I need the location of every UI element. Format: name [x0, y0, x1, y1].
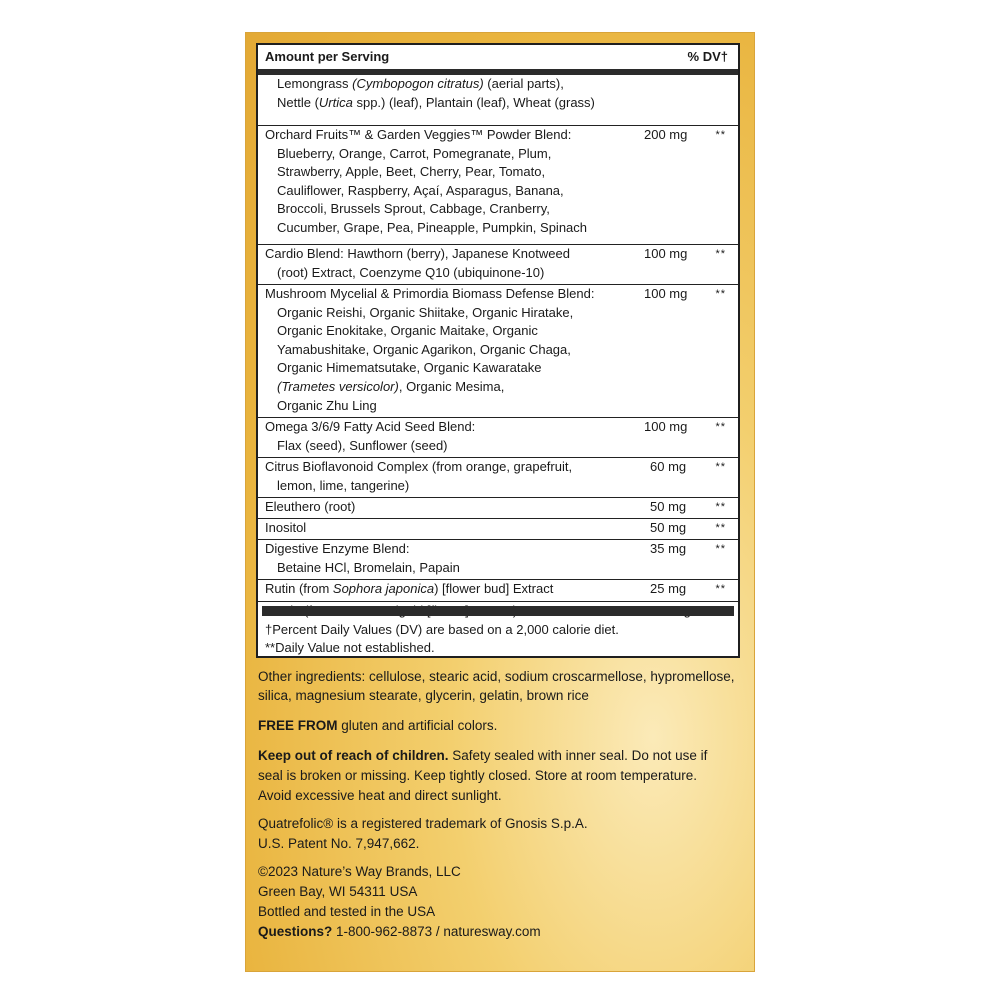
ingredient-row: [258, 285, 738, 418]
row-text: Lemongrass: [277, 76, 353, 91]
free-from-statement: [258, 716, 497, 736]
patent-text: U.S. Patent No. 7,947,662.: [258, 836, 420, 851]
ingredient-detail: Strawberry, Apple, Beet, Cherry, Pear, Tomato,: [277, 164, 546, 180]
ingredient-name: Omega 3/6/9 Fatty Acid Seed Blend:: [265, 419, 476, 434]
ingredient-row: [258, 126, 738, 245]
ingredient-row: [258, 245, 738, 285]
warning-label: Keep out of reach of children.: [258, 748, 449, 763]
ingredient-row: [258, 519, 738, 540]
ingredient-dv: **: [715, 501, 726, 513]
trademark-notice: [258, 814, 588, 854]
ingredient-amount: 35 mg: [650, 541, 687, 556]
row-text-italic: (Cymbopogon citratus): [352, 76, 484, 91]
ingredient-name: Orchard Fruits™ & Garden Veggies™ Powder Blend:: [265, 127, 572, 142]
ingredient-amount: 100 mg: [644, 286, 688, 301]
ingredient-dv: **: [715, 543, 726, 555]
ingredient-amount: 50 mg: [650, 499, 687, 514]
ingredient-detail-italic: (Trametes versicolor): [277, 378, 399, 394]
ingredient-detail: Betaine HCl, Bromelain, Papain: [277, 559, 460, 575]
ingredient-detail: Cauliflower, Raspberry, Açaí, Asparagus, Banana,: [277, 182, 564, 198]
address-text: Green Bay, WI 54311 USA: [258, 884, 418, 899]
ingredient-name: Inositol: [265, 520, 307, 535]
warning-text: seal is broken or missing. Keep tightly closed. Store at room temperature.: [258, 768, 697, 783]
ingredient-amount: 50 mg: [650, 520, 687, 535]
ingredient-name: Rutin (from: [265, 581, 333, 596]
amount-per-serving-heading: Amount per Serving: [265, 49, 390, 64]
ingredient-dv: **: [715, 421, 726, 433]
free-from-label: FREE FROM: [258, 718, 338, 733]
dv-heading: % DV†: [687, 49, 728, 64]
ingredient-detail: (root) Extract, Coenzyme Q10 (ubiquinone-10): [277, 264, 545, 280]
trademark-text: Quatrefolic® is a registered trademark of Gnosis S.p.A.: [258, 816, 588, 831]
ingredient-row: [258, 458, 738, 498]
ingredient-dv: **: [715, 288, 726, 300]
ingredient-name: Mushroom Mycelial & Primordia Biomass Defense Blend:: [265, 286, 595, 301]
ingredient-dv: **: [715, 522, 726, 534]
warning-text: Avoid excessive heat and direct sunlight.: [258, 788, 502, 803]
ingredient-detail: Organic Reishi, Organic Shiitake, Organic Hiratake,: [277, 304, 574, 320]
ingredient-rows: [258, 75, 738, 622]
supplement-facts-panel: [256, 43, 740, 658]
ingredient-name-italic: Sophora japonica: [332, 581, 435, 596]
ingredient-amount: 100 mg: [644, 419, 688, 434]
ingredient-dv: **: [715, 461, 726, 473]
ingredient-detail: Blueberry, Orange, Carrot, Pomegranate, Plum,: [277, 145, 552, 161]
copyright-text: ©2023 Nature’s Way Brands, LLC: [258, 864, 461, 879]
panel-bottom-rule: [262, 606, 734, 616]
questions-label: Questions?: [258, 924, 333, 939]
other-ingredients: Other ingredients: cellulose, stearic acid, sodium croscarmellose, hypromellose, silica, magnesium stearate, glycerin, gelatin, brown rice: [258, 669, 735, 703]
ingredient-name: Cardio Blend: Hawthorn (berry), Japanese Knotweed: [265, 246, 570, 261]
ingredient-amount: 25 mg: [650, 581, 687, 596]
ingredient-detail: Organic Himematsutake, Organic Kawaratake: [277, 360, 542, 376]
contact-text: 1-800-962-8873 / naturesway.com: [332, 924, 541, 939]
ingredient-amount: 60 mg: [650, 459, 687, 474]
bottled-text: Bottled and tested in the USA: [258, 904, 436, 919]
ingredient-detail: Yamabushitake, Organic Agarikon, Organic Chaga,: [277, 341, 571, 357]
row-text: (aerial parts),: [483, 76, 564, 91]
dv-footnote: †Percent Daily Values (DV) are based on a 2,000 calorie diet.: [265, 622, 619, 637]
ingredient-name: Eleuthero (root): [265, 499, 356, 514]
ingredient-row: [258, 75, 738, 126]
warning-statement: [258, 746, 707, 806]
ingredient-detail: Flax (seed), Sunflower (seed): [277, 437, 448, 453]
panel-header: [258, 45, 738, 75]
ingredient-dv: **: [715, 583, 726, 595]
ingredient-detail: , Organic Mesima,: [398, 378, 505, 394]
row-text-italic: Urtica: [318, 94, 353, 110]
ingredient-detail: Organic Enokitake, Organic Maitake, Organic: [277, 323, 538, 339]
ingredient-detail: Cucumber, Grape, Pea, Pineapple, Pumpkin, Spinach: [277, 219, 588, 235]
ingredient-amount: 100 mg: [644, 246, 688, 261]
ingredient-dv: **: [715, 129, 726, 141]
ingredient-amount: 200 mg: [644, 127, 688, 142]
warning-text: Safety sealed with inner seal. Do not use if: [448, 748, 708, 763]
company-info: [258, 862, 541, 942]
ingredient-name: ) [flower bud] Extract: [434, 581, 554, 596]
free-from-text: gluten and artificial colors.: [337, 718, 498, 733]
ingredient-dv: **: [715, 248, 726, 260]
ingredient-name: Digestive Enzyme Blend:: [265, 541, 410, 556]
ingredient-name: Citrus Bioflavonoid Complex (from orange, grapefruit,: [265, 459, 573, 474]
panel-footnotes: [265, 621, 619, 657]
ingredient-row: [258, 498, 738, 519]
ingredient-row: [258, 540, 738, 580]
row-text: Nettle (: [277, 94, 319, 110]
row-text: spp.) (leaf), Plantain (leaf), Wheat (grass): [352, 94, 595, 110]
ingredient-row: [258, 580, 738, 602]
dv-not-established-footnote: **Daily Value not established.: [265, 640, 435, 655]
ingredient-detail: Broccoli, Brussels Sprout, Cabbage, Cranberry,: [277, 201, 550, 217]
ingredient-detail: lemon, lime, tangerine): [277, 477, 410, 493]
ingredient-detail: Organic Zhu Ling: [277, 397, 377, 413]
ingredient-row: [258, 418, 738, 458]
